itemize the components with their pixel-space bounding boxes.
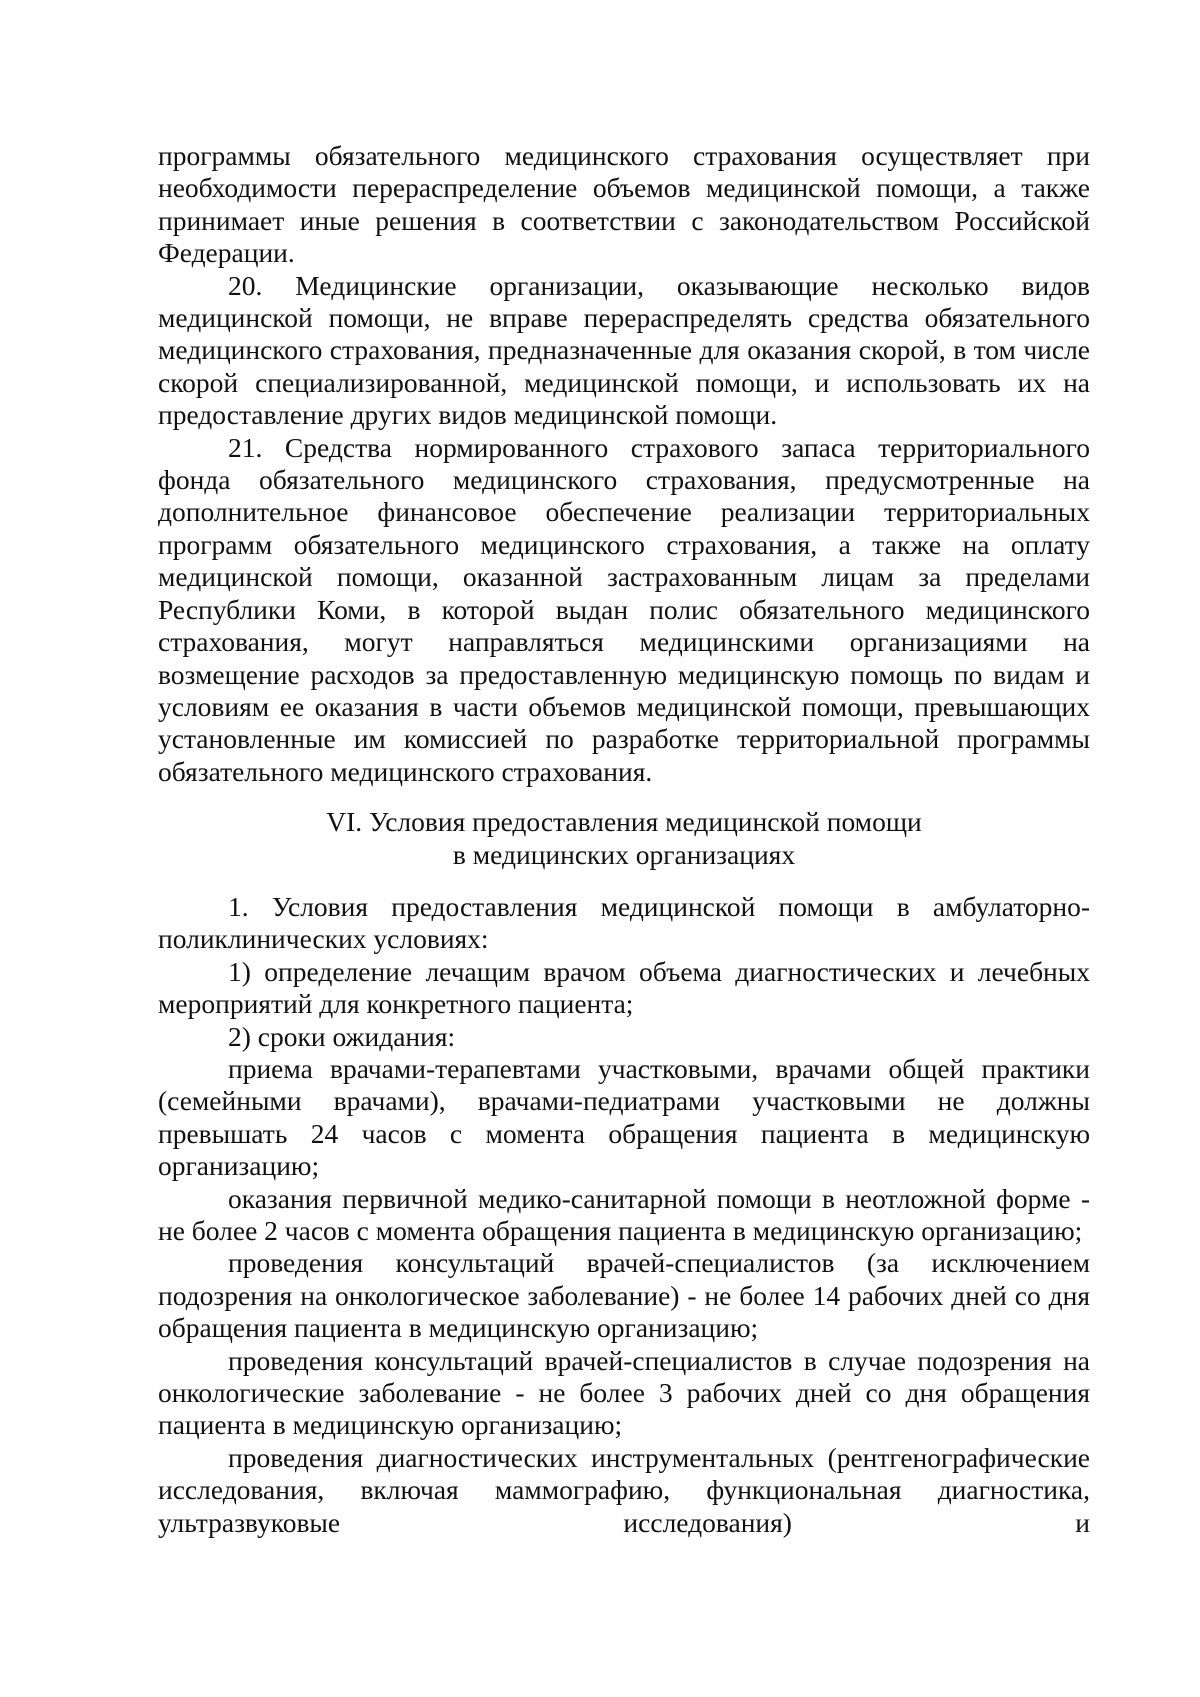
section-heading-line1: VI. Условия предоставления медицинской помощи	[326, 806, 922, 838]
section-heading	[158, 806, 1090, 871]
paragraph-intro: программы обязательного медицинского страхования осуществляет при необходимости перераспределение объемов медицинской помощи, а также принимает иные решения в соответствии с законодательством Российской Федерации.	[158, 140, 1090, 269]
item-1-2: 2) сроки ожидания:	[228, 1020, 456, 1052]
item-1: 1. Условия предоставления медицинской помощи в амбулаторно-поликлинических условиях:	[158, 890, 1090, 955]
section-heading-line2: в медицинских организациях	[452, 838, 796, 870]
paragraph-20: 20. Медицинские организации, оказывающие несколько видов медицинской помощи, не вправе перераспределять средства обязательного медицинского страхования, предназначенные для оказания скорой, в том числе скорой специализированной, медицинской помощи, и использовать их на предоставление других видов медицинской помощи.	[158, 269, 1090, 431]
item-1-1: 1) определение лечащим врачом объема диагностических и лечебных мероприятий для конкретного пациента;	[158, 955, 1090, 1020]
paragraph-21: 21. Средства нормированного страхового запаса территориального фонда обязательного медицинского страхования, предусмотренные на дополнительное финансовое обеспечение реализации территориальных программ обязательного медицинского страхования, а также на оплату медицинской помощи, оказанной застрахованным лицам за пределами Республики Коми, в которой выдан полис обязательного медицинского страхования, могут направляться медицинскими организациями на возмещение расходов за предоставленную медицинскую помощь по видам и условиям ее оказания в части объемов медицинской помощи, превышающих установленные им комиссией по разработке территориальной программы обязательного медицинского страхования.	[158, 431, 1090, 787]
wait-consult: проведения консультаций врачей-специалистов (за исключением подозрения на онкологическое заболевание) - не более 14 рабочих дней со дня обращения пациента в медицинскую организацию;	[158, 1247, 1090, 1344]
wait-diagnostics: проведения диагностических инструментальных (рентгенографические исследования, включая маммографию, функциональная диагностика, ультразвуковые исследования) и	[158, 1441, 1090, 1538]
wait-reception: приема врачами-терапевтами участковыми, врачами общей практики (семейными врачами), врачами-педиатрами участковыми не должны превышать 24 часов с момента обращения пациента в медицинскую организацию;	[158, 1052, 1090, 1182]
wait-consult-onco: проведения консультаций врачей-специалистов в случае подозрения на онкологические заболевание - не более 3 рабочих дней со дня обращения пациента в медицинскую организацию;	[158, 1344, 1090, 1441]
wait-urgent: оказания первичной медико-санитарной помощи в неотложной форме - не более 2 часов с момента обращения пациента в медицинскую организацию;	[158, 1182, 1090, 1246]
document-page	[158, 140, 1090, 1539]
